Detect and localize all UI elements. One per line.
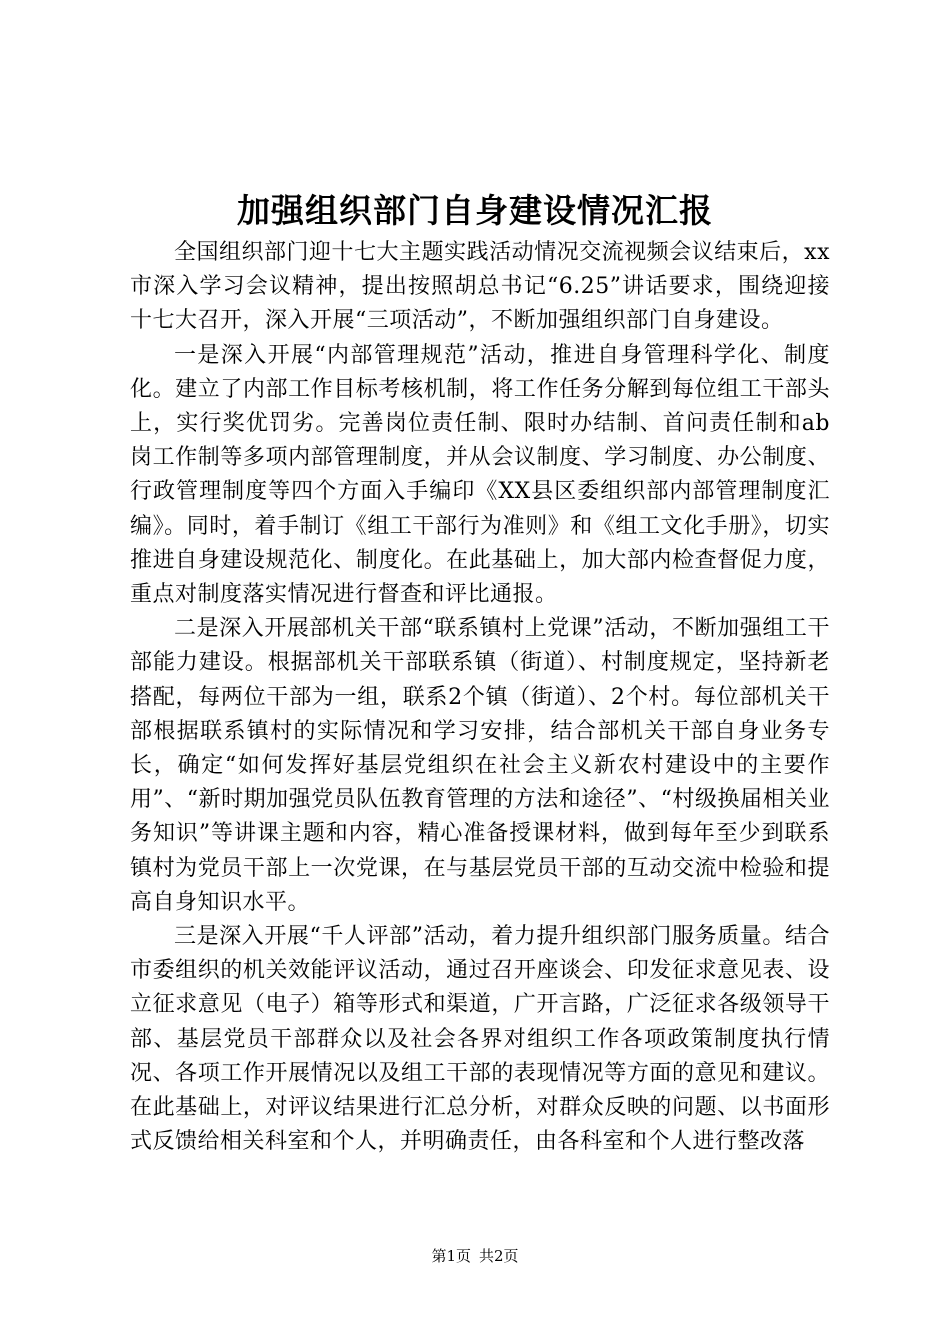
paragraph-second-activity: 二是深入开展部机关干部“联系镇村上党课”活动，不断加强组工干部能力建设。根据部机关干部联系镇（街道）、村制度规定，坚持新老搭配，每两位干部为一组，联系2个镇（街道）、2个村。每位部机关干部根据联系镇村的实际情况和学习安排，结合部机关干部自身业务专长，确定“如何发挥好基层党组织在社会主义新农村建设中的主要作用”、“新时期加强党员队伍教育管理的方法和途径”、“村级换届相关业务知识”等讲课主题和内容，精心准备授课材料，做到每年至少到联系镇村为党员干部上一次党课，在与基层党员干部的互动交流中检验和提高自身知识水平。 <box>130 616 830 915</box>
page-total: 共2页 <box>479 1247 519 1265</box>
paragraph-intro: 全国组织部门迎十七大主题实践活动情况交流视频会议结束后，xx市深入学习会议精神，提出按照胡总书记“6.25”讲话要求，围绕迎接十七大召开，深入开展“三项活动”，不断加强组织部门自身建设。 <box>130 240 830 334</box>
document-body <box>130 236 830 1159</box>
page-footer <box>0 1246 950 1266</box>
paragraph-first-activity: 一是深入开展“内部管理规范”活动，推进自身管理科学化、制度化。建立了内部工作目标考核机制，将工作任务分解到每位组工干部头上，实行奖优罚劣。完善岗位责任制、限时办结制、首问责任制和ab岗工作制等多项内部管理制度，并从会议制度、学习制度、办公制度、行政管理制度等四个方面入手编印《XX县区委组织部内部管理制度汇编》。同时，着手制订《组工干部行为准则》和《组工文化手册》，切实推进自身建设规范化、制度化。在此基础上，加大部内检查督促力度，重点对制度落实情况进行督查和评比通报。 <box>130 342 830 608</box>
document-title: 加强组织部门自身建设情况汇报 <box>237 191 713 230</box>
page-number: 第1页 <box>431 1247 471 1265</box>
paragraph-third-activity: 三是深入开展“千人评部”活动，着力提升组织部门服务质量。结合市委组织的机关效能评议活动，通过召开座谈会、印发征求意见表、设立征求意见（电子）箱等形式和渠道，广开言路，广泛征求各级领导干部、基层党员干部群众以及社会各界对组织工作各项政策制度执行情况、各项工作开展情况以及组工干部的表现情况等方面的意见和建议。在此基础上，对评议结果进行汇总分析，对群众反映的问题、以书面形式反馈给相关科室和个人，并明确责任，由各科室和个人进行整改落 <box>130 924 830 1155</box>
